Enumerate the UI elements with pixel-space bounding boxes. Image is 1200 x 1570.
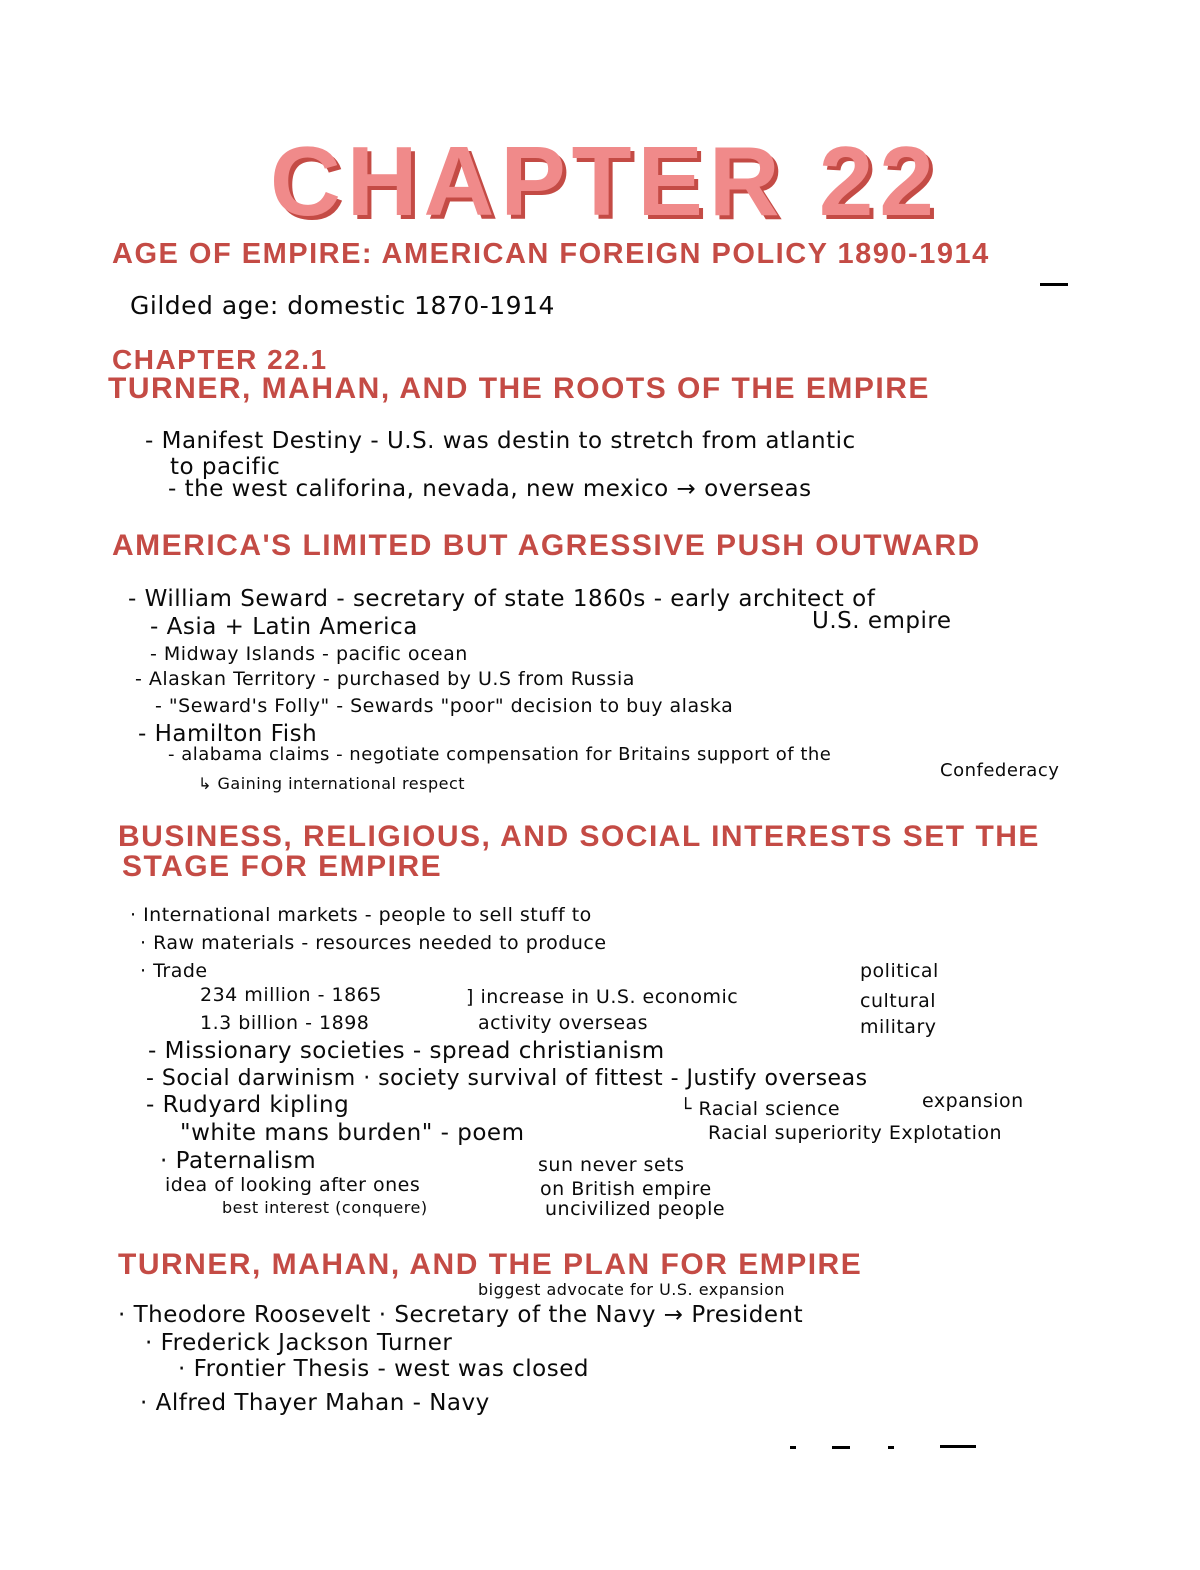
note-line: · Alfred Thayer Mahan - Navy — [140, 1390, 490, 1416]
note-line: - Manifest Destiny - U.S. was destin to stretch from atlantic — [145, 428, 856, 454]
note-line: Confederacy — [940, 760, 1060, 781]
note-line: political — [860, 960, 939, 982]
section-heading: BUSINESS, RELIGIOUS, AND SOCIAL INTERESTS SET THE — [118, 820, 1040, 853]
stray-mark — [790, 1446, 796, 1449]
section-heading: TURNER, MAHAN, AND THE PLAN FOR EMPIRE — [118, 1248, 863, 1281]
section-heading: AMERICA'S LIMITED BUT AGRESSIVE PUSH OUTWARD — [112, 529, 981, 562]
note-line: sun never sets — [538, 1154, 685, 1176]
note-line: └ Racial science — [680, 1098, 841, 1120]
note-line: - "Seward's Folly" - Sewards "poor" decision to buy alaska — [155, 695, 734, 717]
note-line: - the west califorina, nevada, new mexico → overseas — [168, 476, 812, 502]
note-line: best interest (conquere) — [222, 1198, 428, 1217]
note-line: "white mans burden" - poem — [180, 1120, 525, 1146]
note-line: Racial superiority Explotation — [708, 1122, 1003, 1144]
note-line: U.S. empire — [812, 608, 952, 634]
stray-mark — [832, 1446, 850, 1449]
note-line: on British empire — [540, 1178, 712, 1200]
note-line: activity overseas — [478, 1012, 649, 1034]
note-line: biggest advocate for U.S. expansion — [478, 1280, 786, 1299]
note-line: idea of looking after ones — [165, 1174, 421, 1196]
note-line: to pacific — [170, 454, 281, 480]
note-line: - William Seward - secretary of state 1860s - early architect of — [128, 586, 876, 612]
note-line: ↳ Gaining international respect — [198, 774, 466, 793]
note-line: · Theodore Roosevelt · Secretary of the Navy → President — [118, 1302, 804, 1328]
year-underline — [1040, 283, 1068, 286]
section-number: CHAPTER 22.1 — [112, 344, 328, 375]
note-line: · Frontier Thesis - west was closed — [178, 1356, 589, 1382]
note-line: - Hamilton Fish — [138, 721, 318, 747]
note-line: expansion — [922, 1090, 1024, 1112]
gilded-age-note: Gilded age: domestic 1870-1914 — [130, 291, 555, 320]
note-line: - Alaskan Territory - purchased by U.S from Russia — [135, 668, 635, 690]
note-line: · Paternalism — [160, 1148, 317, 1174]
note-line: · Raw materials - resources needed to produce — [140, 932, 607, 954]
note-line: - Midway Islands - pacific ocean — [150, 643, 468, 665]
note-line: cultural — [860, 990, 936, 1012]
chapter-title: CHAPTER 22 — [270, 126, 940, 236]
chapter-subtitle: AGE OF EMPIRE: AMERICAN FOREIGN POLICY 1890-1914 — [112, 238, 990, 270]
note-line: · International markets - people to sell stuff to — [130, 904, 592, 926]
note-line: uncivilized people — [545, 1198, 726, 1220]
note-line: 234 million - 1865 — [200, 984, 382, 1006]
stray-mark — [940, 1445, 976, 1448]
note-line: - alabama claims - negotiate compensation for Britains support of the — [168, 744, 832, 765]
note-line: - Asia + Latin America — [150, 614, 418, 640]
stray-mark — [888, 1446, 894, 1449]
note-line: - Social darwinism · society survival of fittest - Justify overseas — [146, 1066, 868, 1091]
section-heading: STAGE FOR EMPIRE — [122, 850, 443, 883]
note-line: military — [860, 1016, 937, 1038]
note-line: - Missionary societies - spread christianism — [148, 1038, 665, 1064]
note-line: - Rudyard kipling — [146, 1092, 350, 1118]
section-heading: TURNER, MAHAN, AND THE ROOTS OF THE EMPIRE — [108, 372, 930, 405]
note-line: 1.3 billion - 1898 — [200, 1012, 370, 1034]
note-line: · Trade — [140, 960, 208, 982]
note-line: · Frederick Jackson Turner — [145, 1330, 453, 1356]
note-line: ] increase in U.S. economic — [466, 986, 739, 1008]
